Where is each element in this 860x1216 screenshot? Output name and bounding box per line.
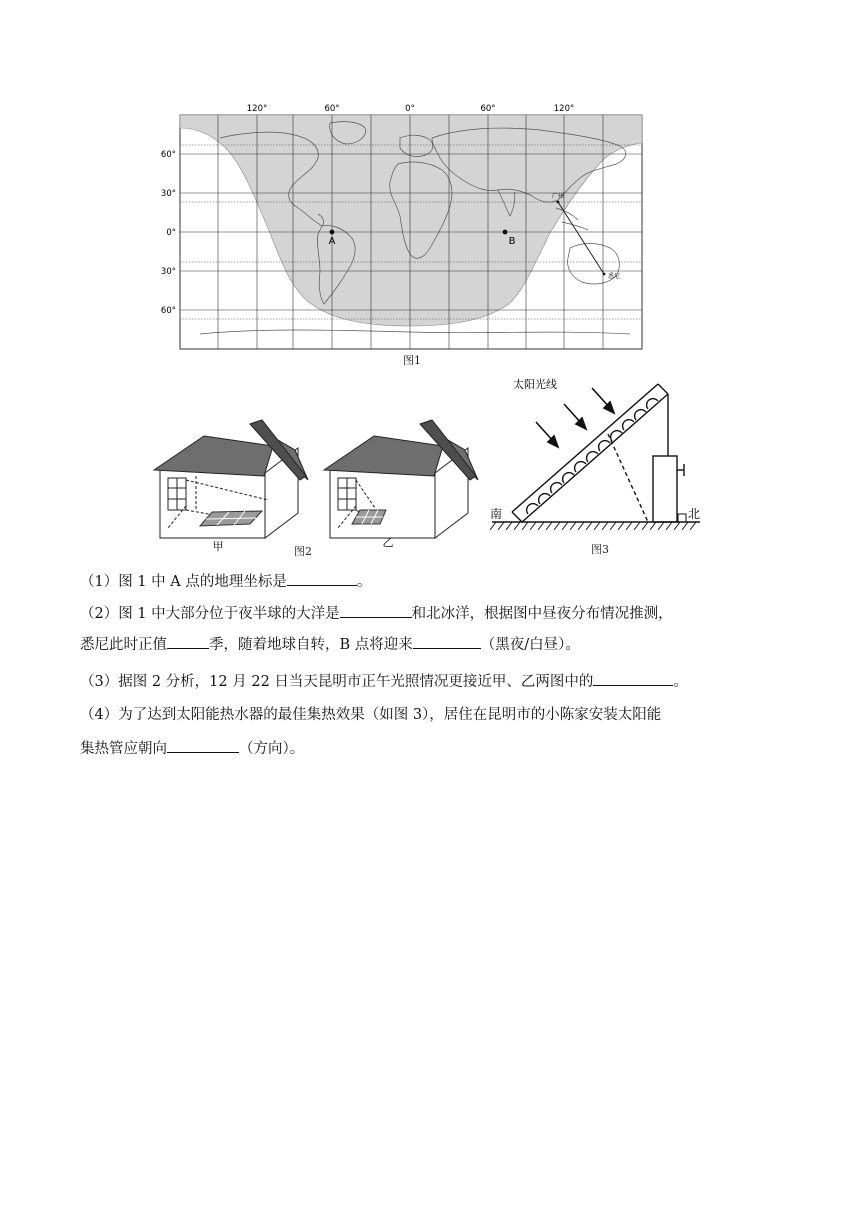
south-label: 南 [490,507,503,521]
q3-text-end: 。 [673,674,688,690]
sunlight-arrows [536,388,614,447]
figure1-world-map [160,98,650,356]
q4-line2-end: （方向）。 [239,741,305,757]
point-a-marker [330,230,335,235]
ground [490,522,700,530]
lat-tick-30n: 30° [160,189,176,199]
house-yi-label: 乙 [382,536,394,549]
figure3-solar-heater [488,374,704,542]
q3-answer-blank[interactable] [593,670,673,686]
figure2-caption: 图2 [294,545,312,558]
house-jia [154,420,308,538]
lon-tick-120e: 120° [553,104,575,114]
point-b-label: B [508,236,516,247]
figure1-caption: 图1 [403,354,421,367]
lon-tick-0: 0° [405,104,415,114]
figure3-caption: 图3 [591,543,609,556]
collector-panel [512,384,668,522]
question-4-line2 [80,737,304,759]
q4-direction-blank[interactable] [167,737,239,753]
q2-line2-text: 悉尼此时正值 [80,637,167,653]
lon-tick-120w: 120° [246,104,268,114]
q2-line2-end: （黑夜/白昼）。 [480,637,580,653]
sydney-label: 悉尼 [608,273,621,280]
figure2-houses [150,418,480,558]
q4-text: （4）为了达到太阳能热水器的最佳集热效果（如图 3），居住在昆明市的小陈家安装太阳能 [80,707,662,723]
q2-season-blank[interactable] [167,633,209,649]
q2-text-cont: 和北冰洋，根据图中昼夜分布情况推测， [411,606,673,622]
lon-tick-60w: 60° [324,104,340,114]
lat-tick-30s: 30° [160,267,176,277]
lat-tick-0: 0° [166,228,176,238]
question-4-line1 [80,705,661,725]
question-1 [80,570,371,592]
question-3 [80,670,688,692]
house-jia-label: 甲 [212,540,224,553]
question-2-line1 [80,602,673,624]
lat-tick-60n: 60° [160,150,176,160]
question-2-line2 [80,633,580,655]
q4-line2-text: 集热管应朝向 [80,741,167,757]
lat-tick-60s: 60° [160,306,176,316]
q1-text: （1）图 1 中 A 点的地理坐标是 [80,574,287,590]
q2-text: （2）图 1 中大部分位于夜半球的大洋是 [80,606,340,622]
sunlight-label: 太阳光线 [513,378,557,391]
house-yi [324,420,478,538]
q2-daynight-blank[interactable] [413,633,481,649]
lon-tick-60e: 60° [480,104,496,114]
q2-line2-mid: 季，随着地球自转，B 点将迎来 [209,637,413,653]
q1-answer-blank[interactable] [287,570,357,586]
sydney-marker [603,273,606,276]
q3-text: （3）据图 2 分析，12 月 22 日当天昆明市正午光照情况更接近甲、乙两图中的 [80,674,594,690]
point-b-marker [503,230,508,235]
guangzhou-label: 广州 [551,193,565,200]
point-a-label: A [328,236,336,247]
north-label: 北 [688,507,701,521]
q1-text-end: 。 [356,574,372,590]
q2-ocean-blank[interactable] [340,602,412,618]
